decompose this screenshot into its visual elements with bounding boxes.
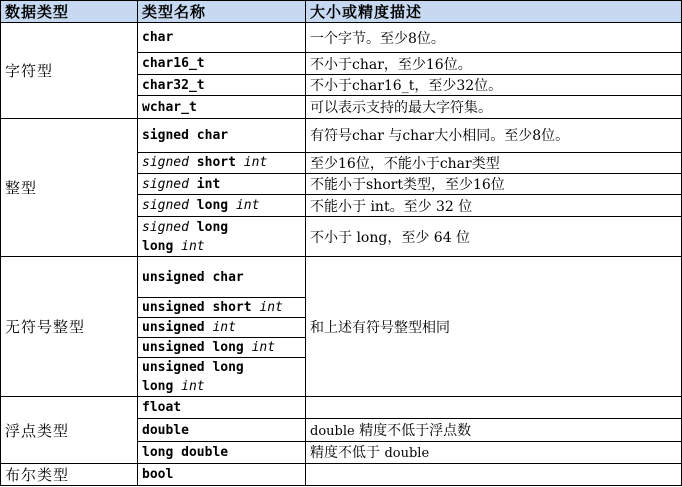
group-label-integer: 整型: [1, 118, 138, 257]
type-desc-signed-int: 不能小于short类型，至少16位: [306, 173, 682, 194]
type-desc-signed-long-int: 不能小于 int。至少 32 位: [306, 195, 682, 217]
type-desc-bool: [306, 463, 682, 485]
type-desc-double: [306, 419, 682, 441]
type-desc-unsigned-shared: 和上述有符号整型相同: [306, 257, 682, 397]
group-label-boolean: 布尔类型: [1, 463, 138, 485]
type-name-part: signed: [142, 155, 189, 171]
type-name-part: int: [243, 155, 268, 171]
table-row: [1, 257, 682, 297]
type-name-double: double: [138, 419, 306, 441]
type-desc-part: 精度不低于: [310, 445, 385, 462]
type-name-part: int: [196, 176, 221, 192]
header-type-name: 类型名称: [138, 1, 306, 23]
type-name-part: unsigned long: [142, 360, 244, 376]
type-name-part: signed: [142, 219, 189, 235]
type-desc-char32: 不小于char16_t，至少32位。: [306, 75, 682, 96]
type-name-part: long: [142, 238, 174, 254]
type-name-part: int: [235, 198, 260, 214]
group-label-character: 字符型: [1, 23, 138, 119]
type-desc-char16: 不小于char，至少16位。: [306, 53, 682, 75]
type-desc-long-double: [306, 441, 682, 463]
header-description: 大小或精度描述: [306, 1, 682, 23]
type-name-part: unsigned: [142, 319, 205, 335]
type-name-char: char: [138, 23, 306, 53]
type-name-unsigned-int: [138, 317, 306, 337]
type-name-signed-long-long-int: [138, 217, 306, 257]
type-name-part: signed: [142, 198, 189, 214]
table-row: [1, 118, 682, 152]
group-label-floating: 浮点类型: [1, 397, 138, 463]
type-desc-char: 一个字节。至少8位。: [306, 23, 682, 53]
type-name-part: long: [196, 198, 229, 214]
type-name-unsigned-short-int: [138, 297, 306, 317]
header-row: [1, 1, 682, 23]
type-name-part: int: [212, 319, 236, 335]
type-name-part: signed: [142, 176, 189, 192]
table-row: [1, 23, 682, 53]
type-desc-signed-char: 有符号char 与char大小相同。至少8位。: [306, 118, 682, 152]
type-name-signed-char: signed char: [138, 118, 306, 152]
type-name-part: unsigned long: [142, 340, 244, 356]
type-name-unsigned-long-int: [138, 337, 306, 357]
type-name-char32: char32_t: [138, 75, 306, 96]
type-name-signed-int: [138, 173, 306, 194]
type-name-part: int: [259, 299, 283, 315]
group-label-unsigned: 无符号整型: [1, 257, 138, 397]
type-desc-signed-short-int: 至少16位，不能小于char类型: [306, 152, 682, 173]
type-name-signed-short-int: [138, 152, 306, 173]
type-desc-part: double: [310, 424, 355, 440]
type-desc-wchar: 可以表示支持的最大字符集。: [306, 96, 682, 118]
table-row: [1, 397, 682, 419]
type-name-part: long: [142, 379, 174, 395]
type-name-char16: char16_t: [138, 53, 306, 75]
type-name-unsigned-char: unsigned char: [138, 257, 306, 297]
type-name-signed-long-int: [138, 195, 306, 217]
type-name-wchar: wchar_t: [138, 96, 306, 118]
type-desc-float: [306, 397, 682, 419]
type-name-part: unsigned short: [142, 299, 252, 315]
type-name-part: int: [181, 238, 205, 254]
table-row: [1, 463, 682, 485]
type-name-part: int: [181, 379, 205, 395]
type-name-part: long: [196, 219, 229, 235]
header-category: 数据类型: [1, 1, 138, 23]
type-name-float: float: [138, 397, 306, 419]
type-desc-part: 精度不低于浮点数: [354, 423, 472, 440]
type-desc-part: double: [384, 446, 430, 462]
type-desc-signed-long-long-int: 不小于 long，至少 64 位: [306, 217, 682, 257]
type-name-long-double: long double: [138, 441, 306, 463]
type-name-part: short: [196, 155, 236, 171]
type-name-part: int: [251, 340, 276, 356]
type-name-bool: bool: [138, 463, 306, 485]
type-name-unsigned-long-long-int: [138, 358, 306, 397]
